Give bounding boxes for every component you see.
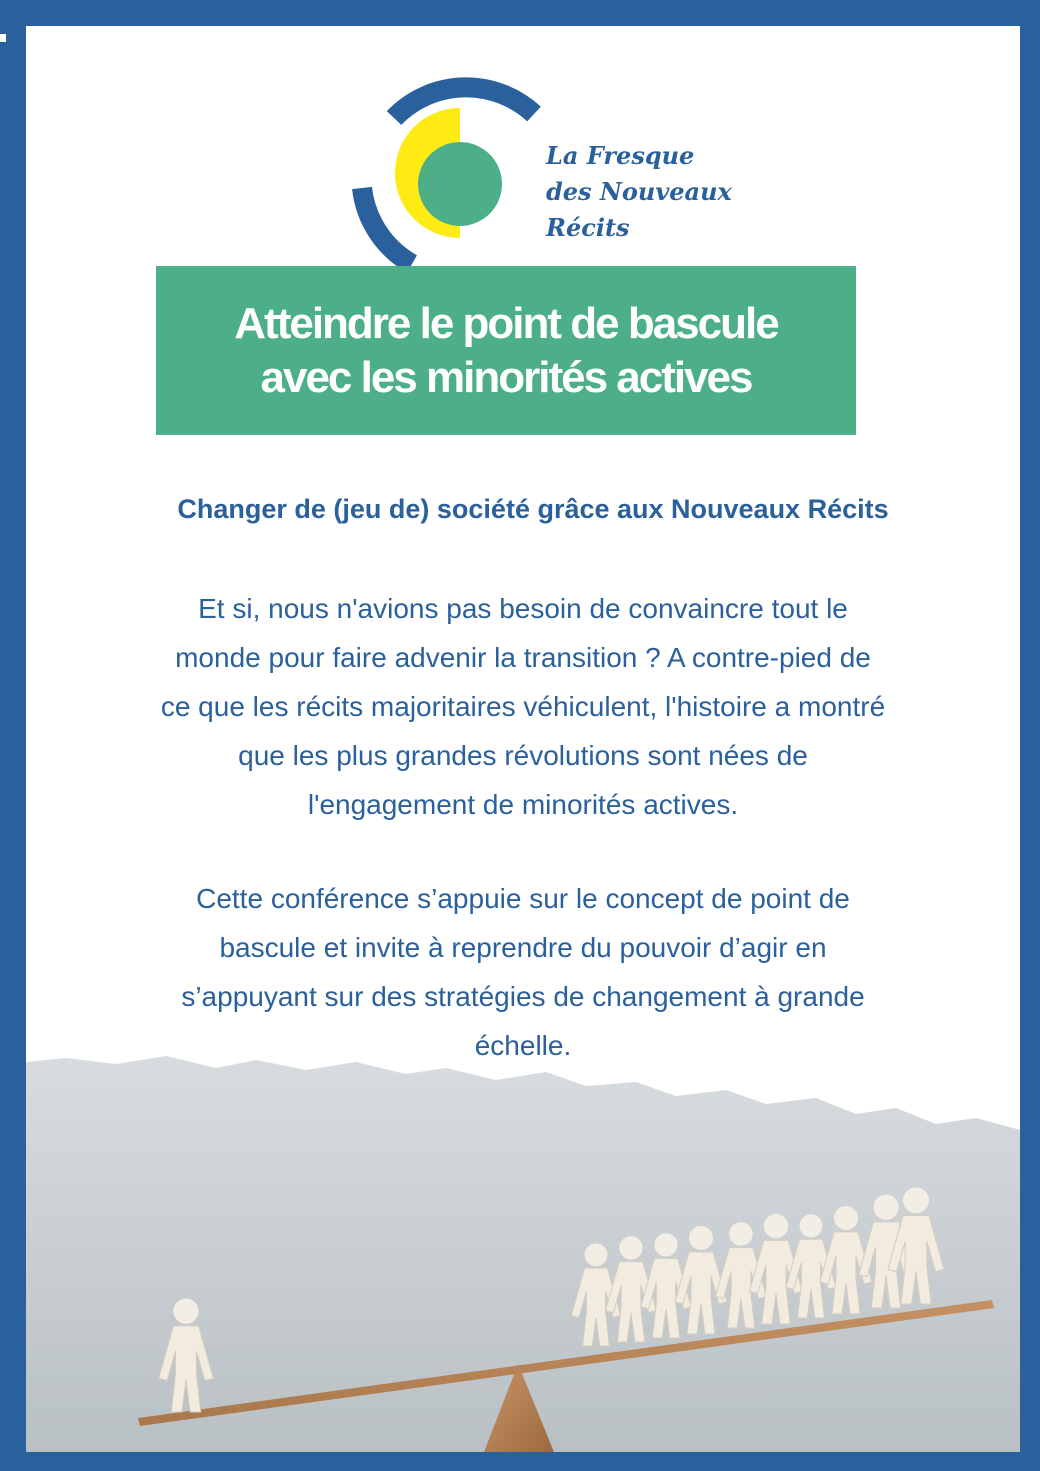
page-title-line: avec les minorités actives	[260, 352, 752, 402]
logo-line: La Fresque	[546, 141, 695, 170]
paragraph-line: bascule et invite à reprendre du pouvoir d’agir en	[219, 932, 827, 963]
paragraph-line: que les plus grandes révolutions sont nées de	[238, 740, 808, 771]
paragraph-line: l'engagement de minorités actives.	[307, 789, 739, 820]
logo-emblem-icon	[350, 66, 550, 296]
paragraph-line: ce que les récits majoritaires véhiculent, l'histoire a montré	[160, 691, 886, 722]
logo-wordmark	[546, 138, 732, 246]
seesaw-illustration	[26, 1046, 1020, 1452]
intro-paragraph	[26, 584, 1020, 829]
subtitle: Changer de (jeu de) société grâce aux Nouveaux Récits	[177, 494, 889, 524]
poster-page	[26, 26, 1020, 1452]
paragraph-line: Et si, nous n'avions pas besoin de convaincre tout le	[198, 593, 848, 624]
page-title-line: Atteindre le point de bascule	[234, 298, 778, 348]
logo-line: Récits	[546, 213, 630, 242]
title-banner	[156, 266, 856, 435]
logo	[350, 66, 732, 296]
conference-paragraph	[26, 874, 1020, 1070]
edge-mark	[0, 34, 6, 42]
logo-line: des Nouveaux	[546, 177, 732, 206]
paragraph-line: s’appuyant sur des stratégies de changement à grande	[181, 981, 865, 1012]
paragraph-line: échelle.	[474, 1030, 572, 1061]
paragraph-line: monde pour faire advenir la transition ? A contre-pied de	[175, 642, 871, 673]
paragraph-line: Cette conférence s’appuie sur le concept de point de	[196, 883, 850, 914]
